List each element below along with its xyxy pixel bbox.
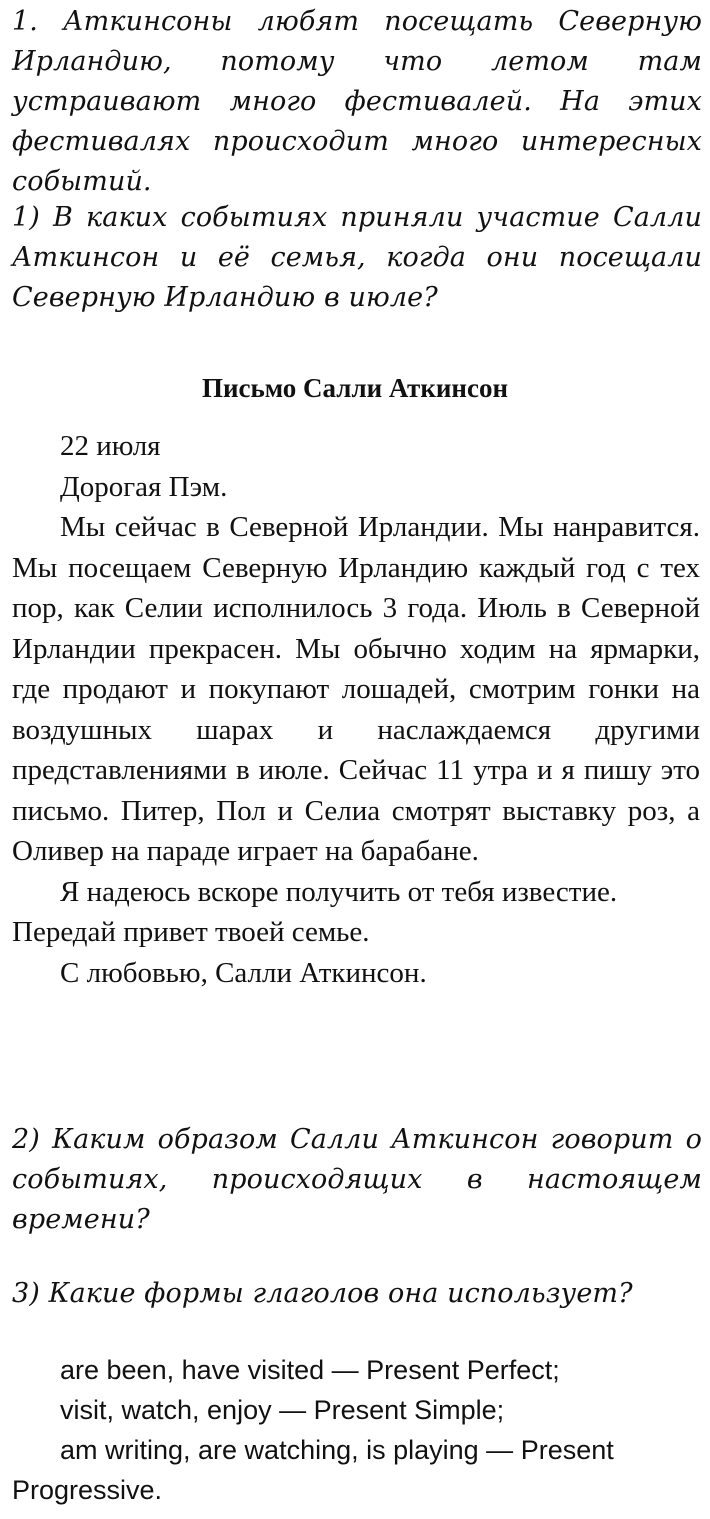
- answer-item: visit, watch, enjoy — Present Simple;: [60, 1395, 505, 1425]
- letter-title: Письмо Салли Аткинсон: [201, 373, 509, 403]
- letter-paragraph: Мы сейчас в Северной Ирландии. Мы нанравится. Мы посещаем Северную Ирландию каждый год с тех пор, как Селии исполнилось 3 года. Июль в Северной Ирландии прекрасен. Мы обычно ходим на ярмарки, где продают и покупают лошадей, смотрим гонки на воздушных шарах и наслаждаемся другими представлениями в июле. Сейчас 11 утра и я пишу это письмо. Питер, Пол и Селиа смотрят выставку роз, а Оливер на параде играет на барабане.: [12, 511, 700, 867]
- answers-list: [12, 1350, 700, 1510]
- question-2: 2) Каким образом Салли Аткинсон говорит о событиях, происходящих в настоящем времени?: [12, 1124, 702, 1235]
- letter-body: [12, 426, 700, 993]
- intro-paragraph: 1. Аткинсоны любят посещать Северную Ирландию, потому что летом там устраивают много фестивалей. На этих фестивалях происходит много интересных событий.: [12, 6, 702, 197]
- question-3: 3) Какие формы глаголов она использует?: [12, 1278, 633, 1309]
- question-1: 1) В каких событиях приняли участие Салли Аткинсон и её семья, когда они посещали Северную Ирландию в июле?: [12, 202, 702, 313]
- answer-item: am writing, are watching, is playing — Present Progressive.: [12, 1435, 614, 1505]
- letter-signature: С любовью, Салли Аткинсон.: [60, 956, 427, 989]
- letter-greeting: Дорогая Пэм.: [60, 470, 228, 503]
- answer-item: are been, have visited — Present Perfect;: [60, 1355, 560, 1385]
- letter-closing-wish: Я надеюсь вскоре получить от тебя известие. Передай привет твоей семье.: [12, 875, 618, 948]
- letter-date: 22 июля: [60, 430, 161, 462]
